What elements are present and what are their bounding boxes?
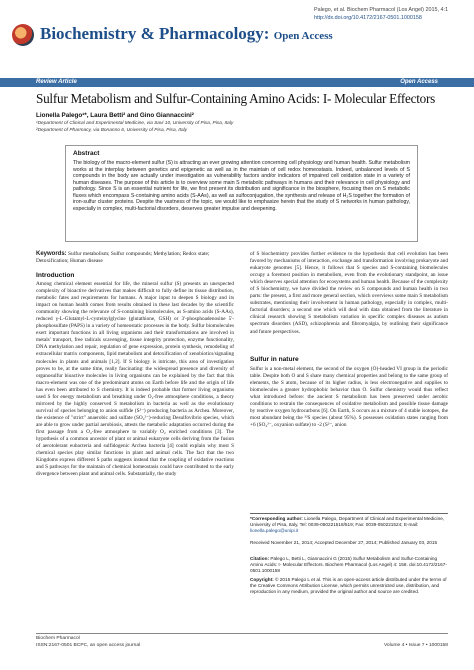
introduction-text: Among chemical element essential for life, the mineral sulfur (S) presents an unexpected complexity of bioactive derivatives that makes difficult to fully define its tissue distribution, metabolic fates and requirements for humans. A major input to deepen S biology and its impact on human health comes from results obtained in these last decades by the scientific community showing the relevance of S-containing biomolecules, as S-amino acids (S-AAs), reduced γ-L-Glutamyl-L-cysteinylglycine (glutathione, GSH) or 3'-phosphoadenosine 5'-phosphosulfate (PAPS) in a variety of homeostatic processes in the body. Sulfur biomolecules exert important functions in all living organisms and their transformations are involved in metals' transport, free radicals scavenging, tissue integrity protection, enzyme functionality, DNA methylation and repair, regulation of gene expression, protein synthesis, remodeling of extracellular matrix components, lipid metabolism and detoxification of xenobiotics/signaling molecules in plants and animals [1,2]. If S biology is intricate, this area of investigation proves to be, at the same time, really fascinating: the widespread presence and diversity of organosulfur bioactive molecules in living organisms can be explained by the fact that this macro-element was one of the predominant atoms on Earth before life and the origin of life has even been attributed to S chemistry. It is indeed probable that former living organisms used S for energy metabolism and breathing under O₂-free atmosphere conditions, a theory mirrored by the highly conserved S metabolism in bacteria as well as the evolutionary survival of species belonging to anion sulfide (S²⁻) producing bacteria as Archea. Moreover, the existence of "strict" anaerobic and sulfate (SO₄²⁻)-reducing Desulfovibrio species, which are able to grow under partial aerobiosis, attests the metabolic adaptation occurred during the first passage from a O₂-free atmosphere to variably O₂ enriched conditions [3]. The hypothesis of a common ancestor of plant or animal eukaryote cells deriving from the fusion of aerotolerant eubacteria and sulfidogenic Archea bacteria [4] could explain why most S chemical species play similar functions in plant and animal cells. The fact that the two Kingdoms express different S paths suggests instead that the coupling of oxidative reactions and S pathways for the maintain of chemical homeostasis could have contributed to the early divergence between plant and animal cells. Substantially, the study xyxy=(36,281,234,478)
journal-header xyxy=(0,0,474,72)
citation-header xyxy=(314,7,464,22)
citation-label: Citation: xyxy=(250,556,270,561)
journal-title xyxy=(40,24,333,44)
footer-divider xyxy=(36,633,448,634)
affiliation-2: ²Department of Pharmacy, via Bonanno 6, University of Pisa, Pisa, Italy xyxy=(36,128,188,133)
affiliation-1: ¹Department of Clinical and Experimental Medicine, via Savi 10, University of Pisa, Pisa, Italy xyxy=(36,121,234,126)
journal-name: Biochemistry & Pharmacology: xyxy=(40,24,270,43)
corresponding-label: *Corresponding author: xyxy=(250,516,303,521)
sulfur-in-nature-text: Sulfur is a non-metal element, the second of the oxygen (O)-headed VI group in the periodic table. Despite both O and S share many chemical properties and belong to the same group of elements, the S atom, because of its higher radius, is less electronegative and supplies to biomolecules a greater hydrophobic behavior than O. Sulfur chemistry would thus reflect what introduced before: the ancient S metabolism has been preserved under aerobic conditions to restrain the consequences of oxidative metabolism and possible tissue damage by reactive oxygen hydrocarbons [6]. On Earth, S occurs as a mixture of 4 stable isotopes, the most abundant being the ³²S species (about 95%). S possesses oxidation states ranging from +6 (SO₄²⁻, oxyanion sulfate) to -2 (S²⁻, anion xyxy=(250,366,448,429)
keywords xyxy=(36,251,236,265)
doi-link[interactable]: http://dx.doi.org/10.4172/2167-0501.1000158 xyxy=(314,14,422,21)
introduction-heading: Introduction xyxy=(36,272,75,279)
article-type-band xyxy=(0,78,474,87)
footer-journal: Biochem Pharmacol xyxy=(36,636,80,641)
open-access-badge: Open Access xyxy=(400,79,438,85)
footer-issn: ISSN:2167-0501 BCPC, an open access journal xyxy=(36,643,141,648)
abstract-box xyxy=(65,145,418,242)
corresponding-author xyxy=(250,516,448,534)
citation-text: Palego, et al. Biochem Pharmacol (Los Angel) 2015, 4:1 xyxy=(314,7,448,13)
open-access-label: Open Access xyxy=(273,30,333,42)
sulfur-in-nature-heading: Sulfur in nature xyxy=(250,356,299,363)
keywords-text: Sulfur metabolism; Sulfur compounds; Methylation; Redox state; Detoxification; Human disease xyxy=(36,251,210,264)
meta-divider xyxy=(250,513,448,514)
citation-note-text: Palego L, Betti L, Giannaccini G (2015) Sulfur Metabolism and Sulfur-Containing Amino Acids: I- Molecular Effectors. Biochem Pharmacol (Los Angel) 4: 158. doi:10.4172/2167-0501.1000158 xyxy=(250,556,447,573)
copyright-note xyxy=(250,577,448,595)
journal-logo-icon xyxy=(12,24,34,46)
footer-volume: Volume 4 • Issue 7 • 1000158 xyxy=(383,643,448,648)
review-article-label: Review Article xyxy=(36,79,77,85)
article-title: Sulfur Metabolism and Sulfur-Containing Amino Acids: I- Molecular Effectors xyxy=(36,91,436,106)
right-column-text: of S biochemistry provides further evidence to the hypothesis that cell evolution has been favored by mechanisms of interaction, exchange and transformation involving prokaryote and eukaryote genomes [5]. Hence, it follows that S species and S-containing biomolecules occupy a foremost position in metabolism, even from the evolutionary standpoint, an issue which deserves special attention for ecosystems and human health. Because of the complexity of S biochemistry, we have divided the review on S compounds and human health in two parts: the present, a first and more general section, which overviews some main S metabolism substrates, mentioning their involvement in human pathology, especially in complex, multi-factorial disorders; a second one which will deal with data obtained from the literature in clinical research showing S metabolism variation in specific complex diseases as autism spectrum disorders (ASD), schizophrenia and fibromyalgia, by outlining their significance and future perspectives. xyxy=(250,251,448,335)
copyright-label: Copyright: xyxy=(250,577,274,582)
abstract-text: The biology of the macro-element sulfur (S) is attracting an ever growing attention concerning cell physiology and human health. Sulfur metabolism works at the interplay between genetics and epigenetic as well as in the maintain of cell redox homeostasis. Indeed, unbalanced levels of S compounds in the body are actually under investigation as vulnerability factors and/or indicators of impaired cell oxidation state in a variety of human diseases. The purpose of this article is to overview some main S metabolic pathways in humans and their relevance in cell physiology and pathology. Since S is an essential nutrient for life, we first present its distribution and significance in the biosphere, focusing then on S metabolic fluxes which encompass S-containing amino acids (S-AAs), as well as sulfoconjugation, the synthesis and release of H₂S together the formation of iron-sulfur cluster proteins. Despite the vastness of the topic, we would like to emphasize herein that the study of S networks in human pathology, especially in complex, multi-factorial disorders, deserves greater impulse and deepening. xyxy=(73,160,410,212)
email-link[interactable]: lionella.palego@unipi.it xyxy=(250,528,299,533)
copyright-text: © 2015 Palego L et al. This is an open-access article distributed under the terms of the Creative Commons Attribution License, which permits unrestricted use, distribution, and reproduction in any medium, provided the original author and source are credited. xyxy=(250,577,447,594)
citation-note xyxy=(250,556,448,574)
keywords-label: Keywords: xyxy=(36,251,67,257)
authors: Lionella Palego¹*, Laura Betti² and Gino Giannaccini² xyxy=(36,112,194,119)
corresponding-text: Lionella Palego, Department of Clinical and Experimental Medicine, University of Pisa, Italy, Tel: 0039-050221518/519; Fax: 0039-050221524; E-mail: xyxy=(250,516,445,527)
abstract-heading: Abstract xyxy=(73,150,100,157)
dates: Received November 21, 2014; Accepted December 27, 2014; Published January 03, 2015 xyxy=(250,540,438,545)
